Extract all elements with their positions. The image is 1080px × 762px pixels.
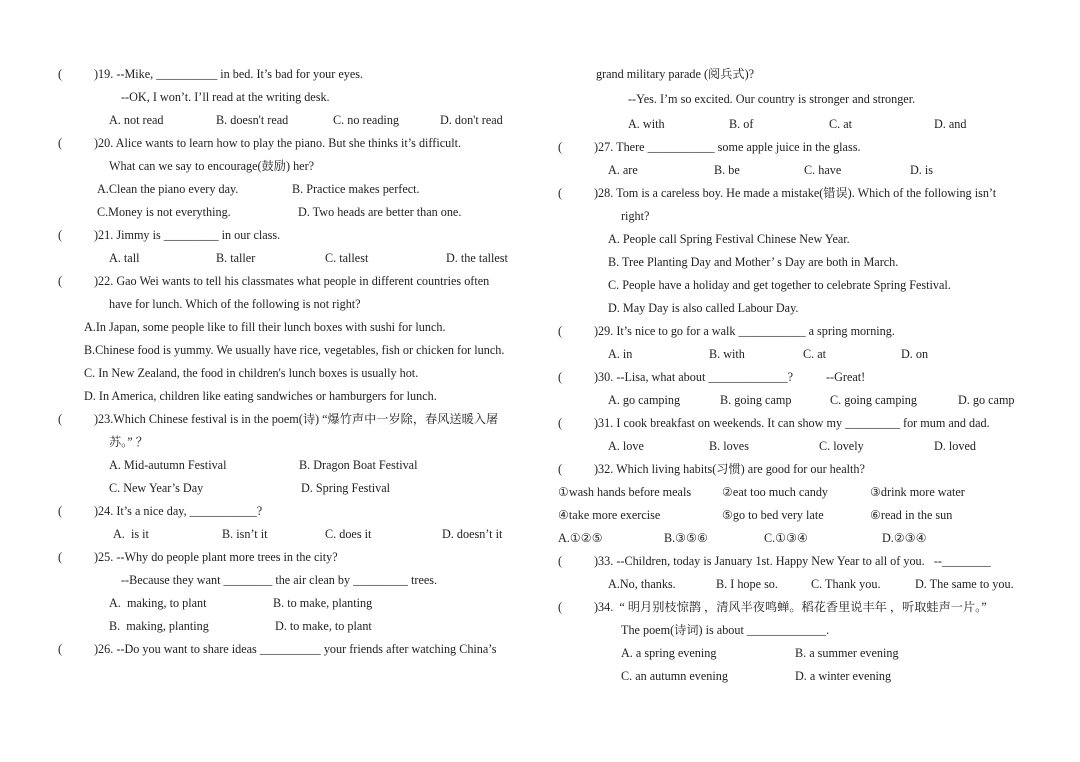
option-b: B. of: [729, 117, 754, 131]
option-b: B.③⑤⑥: [664, 531, 708, 545]
option-a: A.In Japan, some people like to fill their lunch boxes with sushi for lunch.: [84, 320, 446, 334]
question-34-line2: The poem(诗词) is about _____________.: [621, 623, 830, 637]
option-c: C. Thank you.: [811, 577, 881, 591]
question-25: )25. --Why do people plant more trees in the city?: [94, 550, 338, 564]
question-33: )33. --Children, today is January 1st. Happy New Year to all of you. --________: [594, 554, 991, 568]
option-d: D. is: [910, 163, 934, 177]
option-b: B. Tree Planting Day and Mother’ s Day are both in March.: [608, 255, 899, 269]
option-c: C. no reading: [333, 113, 400, 127]
option-b: B. to make, planting: [273, 596, 373, 610]
option-d: D. May Day is also called Labour Day.: [608, 301, 799, 315]
answer-paren: (: [58, 228, 63, 242]
option-b: B.Chinese food is yummy. We usually have rice, vegetables, fish or chicken for lunch.: [84, 343, 505, 357]
option-a: A. love: [608, 439, 644, 453]
option-b: B. I hope so.: [716, 577, 778, 591]
question-20: )20. Alice wants to learn how to play the piano. But she thinks it’s difficult.: [94, 136, 462, 150]
answer-paren: (: [558, 186, 563, 200]
question-26: )26. --Do you want to share ideas __________ your friends after watching China’s: [94, 642, 497, 656]
option-b: B. taller: [216, 251, 256, 265]
option-a: A. go camping: [608, 393, 681, 407]
option-d: D. Spring Festival: [301, 481, 391, 495]
question-32: )32. Which living habits(习惯) are good for our health?: [594, 462, 865, 476]
answer-paren: (: [558, 140, 563, 154]
option-a: A. a spring evening: [621, 646, 717, 660]
habit-5: ⑤go to bed very late: [722, 508, 824, 522]
option-d: D. Two heads are better than one.: [298, 205, 462, 219]
habit-4: ④take more exercise: [558, 508, 661, 522]
option-a: A.①②⑤: [558, 531, 603, 545]
option-d: D. The same to you.: [915, 577, 1014, 591]
option-c: C. at: [803, 347, 827, 361]
option-a: A. Mid-autumn Festival: [109, 458, 227, 472]
option-c: C.①③④: [764, 531, 808, 545]
answer-paren: (: [58, 550, 63, 564]
option-a: A. are: [608, 163, 638, 177]
question-29: )29. It’s nice to go for a walk ___________ a spring morning.: [594, 324, 895, 338]
option-c: C. an autumn evening: [621, 669, 728, 683]
answer-paren: (: [58, 67, 63, 81]
option-b: B. isn’t it: [222, 527, 268, 541]
habit-3: ③drink more water: [870, 485, 965, 499]
option-b: B. going camp: [720, 393, 792, 407]
question-23: )23.Which Chinese festival is in the poem(诗) “爆竹声中一岁除，春风送暖入屠: [94, 412, 499, 426]
option-b: B. Dragon Boat Festival: [299, 458, 418, 472]
option-d: D. to make, to plant: [275, 619, 372, 633]
option-b: B. Practice makes perfect.: [292, 182, 420, 196]
answer-paren: (: [558, 370, 563, 384]
option-a: A. with: [628, 117, 665, 131]
question-27: )27. There ___________ some apple juice in the glass.: [594, 140, 861, 154]
option-b: B. doesn't read: [216, 113, 289, 127]
option-d: D.②③④: [882, 531, 927, 545]
question-22: )22. Gao Wei wants to tell his classmates what people in different countries often: [94, 274, 490, 288]
option-b: B. a summer evening: [795, 646, 899, 660]
habit-1: ①wash hands before meals: [558, 485, 692, 499]
option-d: D. doesn’t it: [442, 527, 503, 541]
question-30: )30. --Lisa, what about _____________?: [594, 370, 794, 384]
option-c: C. going camping: [830, 393, 917, 407]
option-b: B. be: [714, 163, 740, 177]
answer-paren: (: [58, 274, 63, 288]
question-30-reply: --Great!: [826, 370, 866, 384]
option-a: A. making, to plant: [109, 596, 207, 610]
option-a: A. tall: [109, 251, 140, 265]
option-d: D. don't read: [440, 113, 503, 127]
question-23-line2: 苏。” ？: [109, 435, 148, 449]
answer-paren: (: [558, 324, 563, 338]
question-26-cont: grand military parade (阅兵式)?: [596, 67, 755, 81]
question-21: )21. Jimmy is _________ in our class.: [94, 228, 281, 242]
question-31: )31. I cook breakfast on weekends. It can show my _________ for mum and dad.: [594, 416, 990, 430]
answer-paren: (: [58, 642, 63, 656]
option-c: C. In New Zealand, the food in children's lunch boxes is usually hot.: [84, 366, 419, 380]
question-20-line2: What can we say to encourage(鼓励) her?: [109, 159, 315, 173]
option-a: A.No, thanks.: [608, 577, 676, 591]
option-d: D. In America, children like eating sandwiches or hamburgers for lunch.: [84, 389, 437, 403]
option-d: D. and: [934, 117, 967, 131]
habit-2: ②eat too much candy: [722, 485, 829, 499]
option-a: A. People call Spring Festival Chinese New Year.: [608, 232, 850, 246]
question-22-line2: have for lunch. Which of the following is not right?: [109, 297, 361, 311]
option-c: C. lovely: [819, 439, 864, 453]
option-a: A. is it: [113, 527, 149, 541]
option-c: C. does it: [325, 527, 372, 541]
question-34: )34. “ 明月别枝惊鹊 ，清风半夜鸣蝉。稻花香里说丰年 ，听取蛙声一片。”: [594, 600, 987, 614]
option-c: C. New Year’s Day: [109, 481, 204, 495]
option-c: C. have: [804, 163, 842, 177]
answer-paren: (: [58, 136, 63, 150]
option-d: D. go camp: [958, 393, 1015, 407]
option-c: B. making, planting: [109, 619, 209, 633]
option-b: B. loves: [709, 439, 749, 453]
option-b: B. with: [709, 347, 745, 361]
question-25-line2: --Because they want ________ the air clean by _________ trees.: [121, 573, 438, 587]
question-28: )28. Tom is a careless boy. He made a mistake(错误). Which of the following isn’t: [594, 186, 997, 200]
answer-paren: (: [558, 462, 563, 476]
option-c: C. at: [829, 117, 853, 131]
option-d: D. loved: [934, 439, 976, 453]
option-c: C. People have a holiday and get together to celebrate Spring Festival.: [608, 278, 951, 292]
habit-6: ⑥read in the sun: [870, 508, 953, 522]
answer-paren: (: [558, 600, 563, 614]
answer-paren: (: [58, 412, 63, 426]
question-26-reply: --Yes. I’m so excited. Our country is stronger and stronger.: [628, 92, 916, 106]
option-a: A.Clean the piano every day.: [97, 182, 239, 196]
option-d: D. on: [901, 347, 929, 361]
question-19-line2: --OK, I won’t. I’ll read at the writing desk.: [121, 90, 330, 104]
option-d: D. the tallest: [446, 251, 508, 265]
question-24: )24. It’s a nice day, ___________?: [94, 504, 263, 518]
option-a: A. in: [608, 347, 633, 361]
answer-paren: (: [58, 504, 63, 518]
question-28-line2: right?: [621, 209, 650, 223]
answer-paren: (: [558, 416, 563, 430]
question-19: )19. --Mike, __________ in bed. It’s bad for your eyes.: [94, 67, 364, 81]
option-d: D. a winter evening: [795, 669, 892, 683]
answer-paren: (: [558, 554, 563, 568]
option-a: A. not read: [109, 113, 164, 127]
option-c: C.Money is not everything.: [97, 205, 231, 219]
option-c: C. tallest: [325, 251, 369, 265]
